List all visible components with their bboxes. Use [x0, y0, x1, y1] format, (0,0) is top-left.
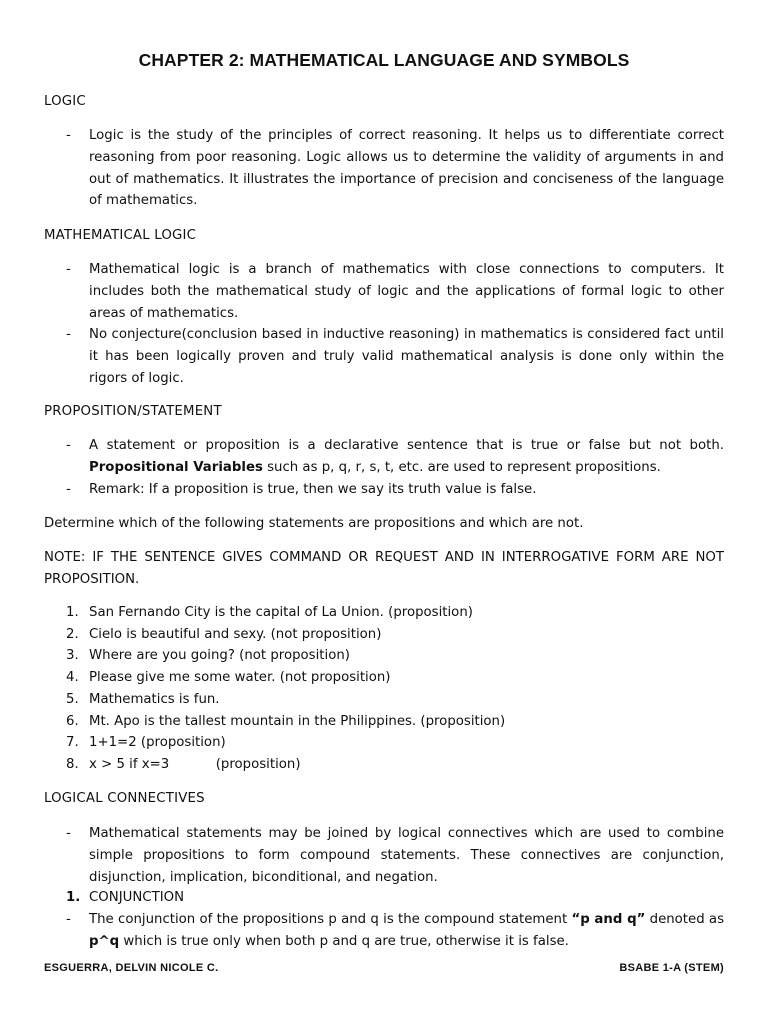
proposition-examples-list [44, 602, 724, 776]
subheading-number: 1. [66, 890, 81, 905]
footer-author: ESGUERRA, DELVIN NICOLE C. [44, 962, 219, 974]
list-item: 3. Where are you going? (not proposition) [66, 648, 350, 664]
proposition-remark: - Remark: If a proposition is true, then we say its truth value is false. [44, 479, 724, 501]
list-item: 2. Cielo is beautiful and sexy. (not proposition) [66, 626, 382, 642]
section-heading-mathematical-logic: MATHEMATICAL LOGIC [44, 228, 197, 243]
proposition-bullet [44, 435, 724, 479]
list-item: 5. Mathematics is fun. [66, 691, 220, 707]
note-text: NOTE: IF THE SENTENCE GIVES COMMAND OR REQUEST AND IN INTERROGATIVE FORM ARE NOT PROPOSITION. [44, 550, 724, 587]
subheading-conjunction [44, 887, 184, 909]
section-heading-proposition: PROPOSITION/STATEMENT [44, 404, 222, 419]
list-item: 4. Please give me some water. (not proposition) [66, 670, 391, 686]
list-item: 7. 1+1=2 (proposition) [66, 735, 226, 751]
determine-intro: Determine which of the following statements are propositions and which are not. [44, 516, 584, 531]
logic-bullet-list [44, 125, 724, 212]
section-heading-logic: LOGIC [44, 94, 86, 109]
page-title: CHAPTER 2: MATHEMATICAL LANGUAGE AND SYMBOLS [138, 50, 630, 70]
p-wedge-q-symbol: p^q [89, 933, 120, 949]
propositional-variables-term: Propositional Variables [89, 459, 263, 475]
proposition-definition: A statement or proposition is a declarative sentence that is true or false but not both. [89, 438, 724, 453]
mathematical-logic-bullet: - No conjecture(conclusion based in inductive reasoning) in mathematics is considered fact until it has been logically proven and truly valid mathematical analysis is done only within the rigors of logic. [44, 324, 724, 389]
conjunction-bullet: - The conjunction of the propositions p and q is the compound statement “p and q” denoted as p^q which is true only when both p and q are true, otherwise it is false. [44, 909, 724, 953]
list-item: 8. x > 5 if x=3 (proposition) [66, 756, 301, 772]
list-item: 6. Mt. Apo is the tallest mountain in the Philippines. (proposition) [66, 713, 506, 729]
proposition-bullet-list [44, 435, 724, 500]
subheading-label: CONJUNCTION [89, 890, 185, 905]
list-item: 1. San Fernando City is the capital of La Union. (proposition) [66, 605, 473, 620]
mathematical-logic-bullet: - Mathematical logic is a branch of mathematics with close connections to computers. It includes both the mathematical study of logic and the applications of formal logic to other areas of mathematics. [44, 259, 724, 324]
mathematical-logic-bullet-list [44, 259, 724, 390]
connectives-bullet-list [44, 823, 724, 888]
footer-course: BSABE 1-A (STEM) [619, 962, 724, 974]
section-heading-logical-connectives: LOGICAL CONNECTIVES [44, 791, 205, 806]
conjunction-bullet-list [44, 909, 724, 953]
p-and-q-term: “p and q” [571, 912, 646, 927]
connectives-bullet: - Mathematical statements may be joined by logical connectives which are used to combine simple propositions to form compound statements. These connectives are conjunction, disjunction, implication, biconditional, and negation. [44, 823, 724, 888]
logic-bullet: - Logic is the study of the principles of correct reasoning. It helps us to differentiate correct reasoning from poor reasoning. Logic allows us to determine the validity of arguments in and out of mathematics. It illustrates the importance of precision and conciseness of the language of mathematics. [44, 125, 724, 212]
propositional-variables-text: such as p, q, r, s, t, etc. are used to represent propositions. [267, 459, 661, 475]
